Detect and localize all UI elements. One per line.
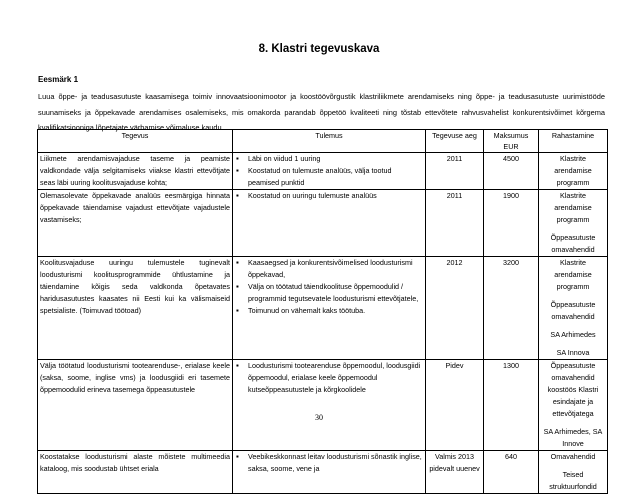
funding-item: SA Arhimedes: [550, 330, 596, 339]
funding-item: SA Innova: [556, 348, 590, 357]
funding-item: SA Arhimedes, SA Innove: [543, 427, 603, 448]
year-cell: 2011: [426, 153, 484, 190]
result-cell: [233, 360, 426, 451]
funding-item: Õppeasutuste omavahendid: [550, 233, 596, 254]
activity-cell: Olemasolevate õppekavade analüüs eesmärgiga hinnata õppekavade täiendamise vajadust ettevõtjate vajadustele vastamiseks;: [38, 190, 233, 257]
result-cell: [233, 257, 426, 360]
activity-cell: Liikmete arendamisvajaduse taseme ja peamiste valdkondade välja selgitamiseks viiakse klastri ettevõtjate seas läbi uuring koolitusvajaduse kohta;: [38, 153, 233, 190]
table-row: [38, 153, 608, 190]
funding-item: Teised struktuurfondid: [549, 470, 597, 491]
activity-cell: Välja töötatud loodusturismi tootearenduse-, erialase keele (saksa, soome, inglise vms) ja loodusgiidi eri tasemete õppemoodulid erineva tasemega õppeasutustele: [38, 360, 233, 451]
cost-cell: 4500: [484, 153, 539, 190]
header-year: Tegevuse aeg: [426, 130, 484, 153]
action-plan-table: [37, 129, 608, 494]
result-item: ▪ Läbi on viidud 1 uuring: [235, 153, 423, 165]
table-row: [38, 360, 608, 451]
result-cell: [233, 190, 426, 257]
year-cell: 2012: [426, 257, 484, 360]
funding-item: Omavahendid: [550, 452, 596, 461]
result-item: ▪ Kaasaegsed ja konkurentsivõimelised loodusturismi õppekavad,: [235, 257, 423, 281]
header-cost: Maksumus EUR: [484, 130, 539, 153]
funding-cell: [539, 153, 608, 190]
result-cell: [233, 153, 426, 190]
funding-cell: [539, 451, 608, 494]
cost-cell: 1900: [484, 190, 539, 257]
funding-item: Õppeasutuste omavahendid koostöös Klastri esindajate ja ettevõtjatega: [547, 361, 599, 418]
funding-cell: [539, 257, 608, 360]
table-row: [38, 190, 608, 257]
table-header-row: [38, 130, 608, 153]
result-item: ▪ Koostatud on uuringu tulemuste analüüs: [235, 190, 423, 202]
funding-item: Klastrite arendamise programm: [554, 154, 592, 187]
goal-label: Eesmärk 1: [38, 75, 79, 84]
cost-cell: 640: [484, 451, 539, 494]
year-cell: Pidev: [426, 360, 484, 451]
funding-cell: [539, 360, 608, 451]
result-cell: [233, 451, 426, 494]
result-item: ▪ Veebikeskkonnast leitav loodusturismi sõnastik inglise, saksa, soome, vene ja: [235, 451, 423, 475]
page-number: 30: [315, 413, 323, 422]
cost-cell: 3200: [484, 257, 539, 360]
header-funding: Rahastamine: [539, 130, 608, 153]
year-cell: Valmis 2013 pidevalt uuenev: [426, 451, 484, 494]
table-row: [38, 257, 608, 360]
activity-cell: Koostatakse loodusturismi alaste mõistete multimeedia kataloog, mis soodustab ühtset eriala: [38, 451, 233, 494]
year-cell: 2011: [426, 190, 484, 257]
result-item: ▪ Toimunud on vähemalt kaks töötuba.: [235, 305, 423, 317]
result-item: ▪ Loodusturismi tootearenduse õppemoodul, loodusgiidi õppemoodul, erialase keele õppemoodul kutseõppeasutustele ja kõrgkoolidele: [235, 360, 423, 396]
funding-item: Õppeasutuste omavahendid: [550, 300, 596, 321]
funding-item: Klastrite arendamise programm: [554, 258, 592, 291]
cost-cell: 1300: [484, 360, 539, 451]
funding-cell: [539, 190, 608, 257]
table-row: [38, 451, 608, 494]
goal-text: Luua õppe- ja teadusasutuste kaasamisega toimiv innovaatsioonimootor ja koostöövõrgustik klastriliikmete arendamiseks ning õppe- ja teadusasutuste uurimistööde suunamiseks ja õppekavade arendamises osalemiseks, mis omakorda parandab õppetöö kvaliteeti ning tõstab ettevõtete rahvusvahelist konkurentsivõimet kõrgema kvalifikatsiooniga lõpetajate värbamise võimaluse kaudu.: [38, 92, 605, 132]
header-result: Tulemus: [233, 130, 426, 153]
result-item: ▪ Välja on töötatud täiendkoolituse õppemoodulid / programmid tegutsevatele loodusturismi ettevõtjatele,: [235, 281, 423, 305]
section-title: 8. Klastri tegevuskava: [258, 43, 380, 55]
result-item: ▪ Koostatud on tulemuste analüüs, välja tootud peamised punktid: [235, 165, 423, 189]
funding-item: Klastrite arendamise programm: [554, 191, 592, 224]
header-activity: Tegevus: [38, 130, 233, 153]
activity-cell: Koolitusvajaduse uuringu tulemustele tuginevalt loodusturismi koolitusprogrammide ühtlustamine ja täiendamine kõigis seda valdkonda õpetavates haridusasutustes kaasates nii Eesti kui ka välismaiseid spetsialiste. (Toimuvad töötoad): [38, 257, 233, 360]
